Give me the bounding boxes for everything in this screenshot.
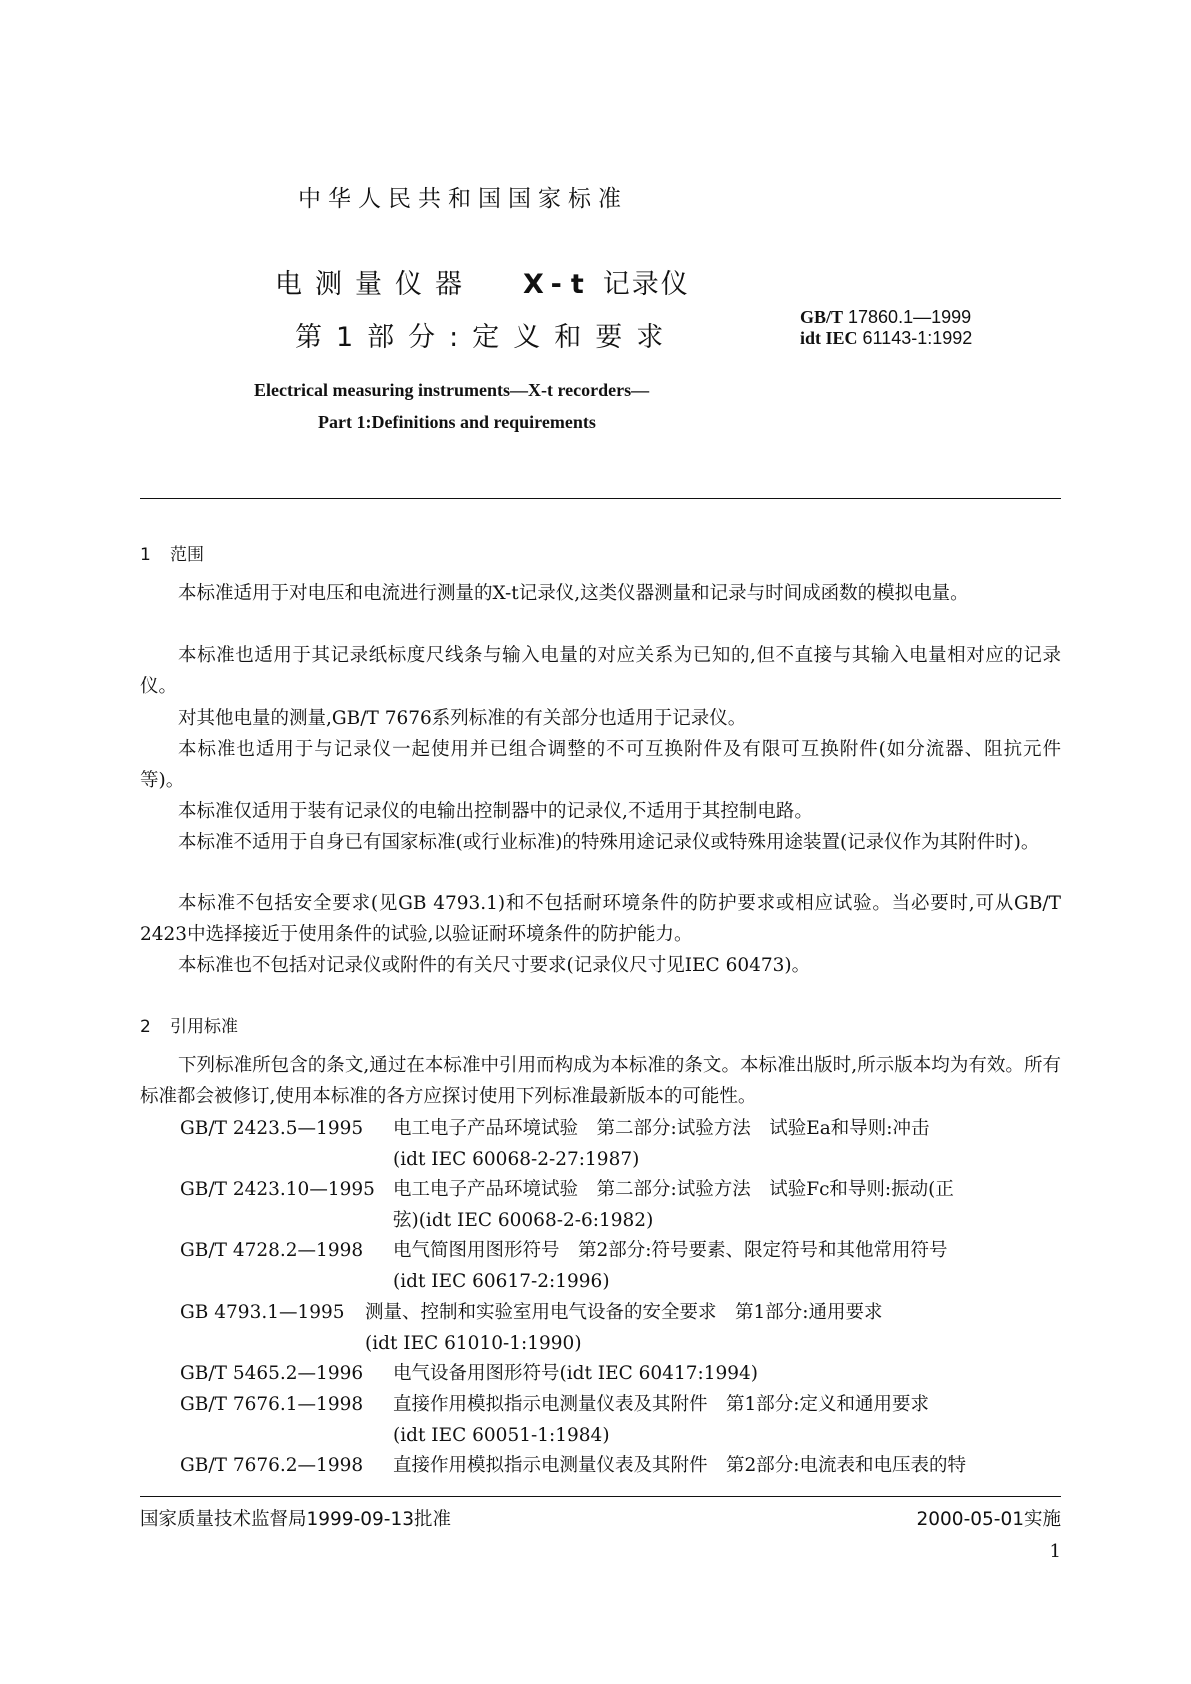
header-divider [140,498,1061,499]
paragraph: 本标准也适用于其记录纸标度尺线条与输入电量的对应关系为已知的,但不直接与其输入电量相对应的记录仪。 [140,645,1061,697]
reference-title: 直接作用模拟指示电测量仪表及其附件 第2部分:电流表和电压表的特 [393,1455,967,1476]
section-heading-references [140,1012,238,1037]
reference-continuation: 弦)(idt IEC 60068-2-6:1982) [393,1209,654,1231]
paragraph: 本标准适用于对电压和电流进行测量的X-t记录仪,这类仪器测量和记录与时间成函数的模拟电量。 [178,583,969,604]
reference-item [180,1359,758,1390]
national-standard-heading: 中华人民共和国国家标准 [298,186,628,212]
idt-reference [800,328,972,349]
implementation-date: 2000-05-01实施 [916,1509,1061,1530]
paragraph: 本标准也适用于与记录仪一起使用并已组合调整的不可互换附件及有限可互换附件(如分流器、阻抗元件等)。 [140,739,1061,791]
document-title-en-line1: Electrical measuring instruments—X-t recorders— [254,380,650,400]
footer-divider [140,1496,1061,1497]
document-title-cn-line1 [275,262,690,301]
title-part-instruments: 电测量仪器 [275,269,475,300]
paragraph: 下列标准所包含的条文,通过在本标准中引用而构成为本标准的条文。本标准出版时,所示版本均为有效。所有标准都会被修订,使用本标准的各方应探讨使用下列标准最新版本的可能性。 [140,1055,1061,1107]
paragraph: 本标准也不包括对记录仪或附件的有关尺寸要求(记录仪尺寸见IEC 60473)。 [178,955,811,976]
idt-prefix: idt IEC [800,328,858,348]
standard-number-value: 17860.1—1999 [843,307,972,327]
reference-item [180,1114,930,1175]
document-title-cn-line2: 第1部分:定义和要求 [295,322,678,353]
reference-item [180,1236,948,1297]
reference-item [180,1390,929,1451]
reference-continuation: (idt IEC 60051-1:1984) [393,1424,610,1446]
section-title: 引用标准 [170,1017,238,1037]
title-part-xt: X-t [523,269,593,300]
reference-code: GB/T 7676.1—1998 [180,1394,364,1415]
section-heading-scope [140,540,204,565]
section-number: 1 [140,545,151,565]
reference-code: GB/T 2423.10—1995 [180,1179,375,1200]
section-number: 2 [140,1017,151,1037]
reference-code: GB 4793.1—1995 [180,1302,345,1323]
idt-number: 61143-1:1992 [857,328,973,348]
reference-code: GB/T 2423.5—1995 [180,1118,364,1139]
reference-item [180,1175,954,1236]
reference-continuation: (idt IEC 60068-2-27:1987) [393,1148,640,1170]
standard-number [800,307,971,328]
approval-date: 国家质量技术监督局1999-09-13批准 [140,1509,452,1530]
title-part-recorder: 记录仪 [602,269,690,300]
reference-continuation: (idt IEC 60617-2:1996) [393,1270,610,1292]
paragraph: 本标准仅适用于装有记录仪的电输出控制器中的记录仪,不适用于其控制电路。 [178,801,813,822]
reference-item [180,1451,966,1482]
reference-title: 电工电子产品环境试验 第二部分:试验方法 试验Ea和导则:冲击 [393,1118,930,1139]
paragraph: 本标准不包括安全要求(见GB 4793.1)和不包括耐环境条件的防护要求或相应试验。当必要时,可从GB/T 2423中选择接近于使用条件的试验,以验证耐环境条件的防护能力。 [140,893,1061,945]
reference-continuation: (idt IEC 61010-1:1990) [365,1332,582,1354]
reference-title: 电气设备用图形符号(idt IEC 60417:1994) [393,1363,759,1384]
reference-title: 电工电子产品环境试验 第二部分:试验方法 试验Fc和导则:振动(正 [393,1179,954,1200]
document-title-en-line2: Part 1:Definitions and requirements [318,412,596,432]
reference-code: GB/T 7676.2—1998 [180,1455,364,1476]
section-title: 范围 [170,545,204,565]
reference-title: 直接作用模拟指示电测量仪表及其附件 第1部分:定义和通用要求 [393,1394,930,1415]
reference-code: GB/T 5465.2—1996 [180,1363,364,1384]
paragraph: 对其他电量的测量,GB/T 7676系列标准的有关部分也适用于记录仪。 [178,708,747,729]
reference-code: GB/T 4728.2—1998 [180,1240,364,1261]
reference-title: 电气简图用图形符号 第2部分:符号要素、限定符号和其他常用符号 [393,1240,948,1261]
page-number: 1 [1049,1541,1061,1562]
reference-title: 测量、控制和实验室用电气设备的安全要求 第1部分:通用要求 [365,1302,883,1323]
paragraph: 本标准不适用于自身已有国家标准(或行业标准)的特殊用途记录仪或特殊用途装置(记录仪作为其附件时)。 [178,832,1040,853]
standard-number-prefix: GB/T [800,307,844,327]
reference-item [180,1298,883,1359]
